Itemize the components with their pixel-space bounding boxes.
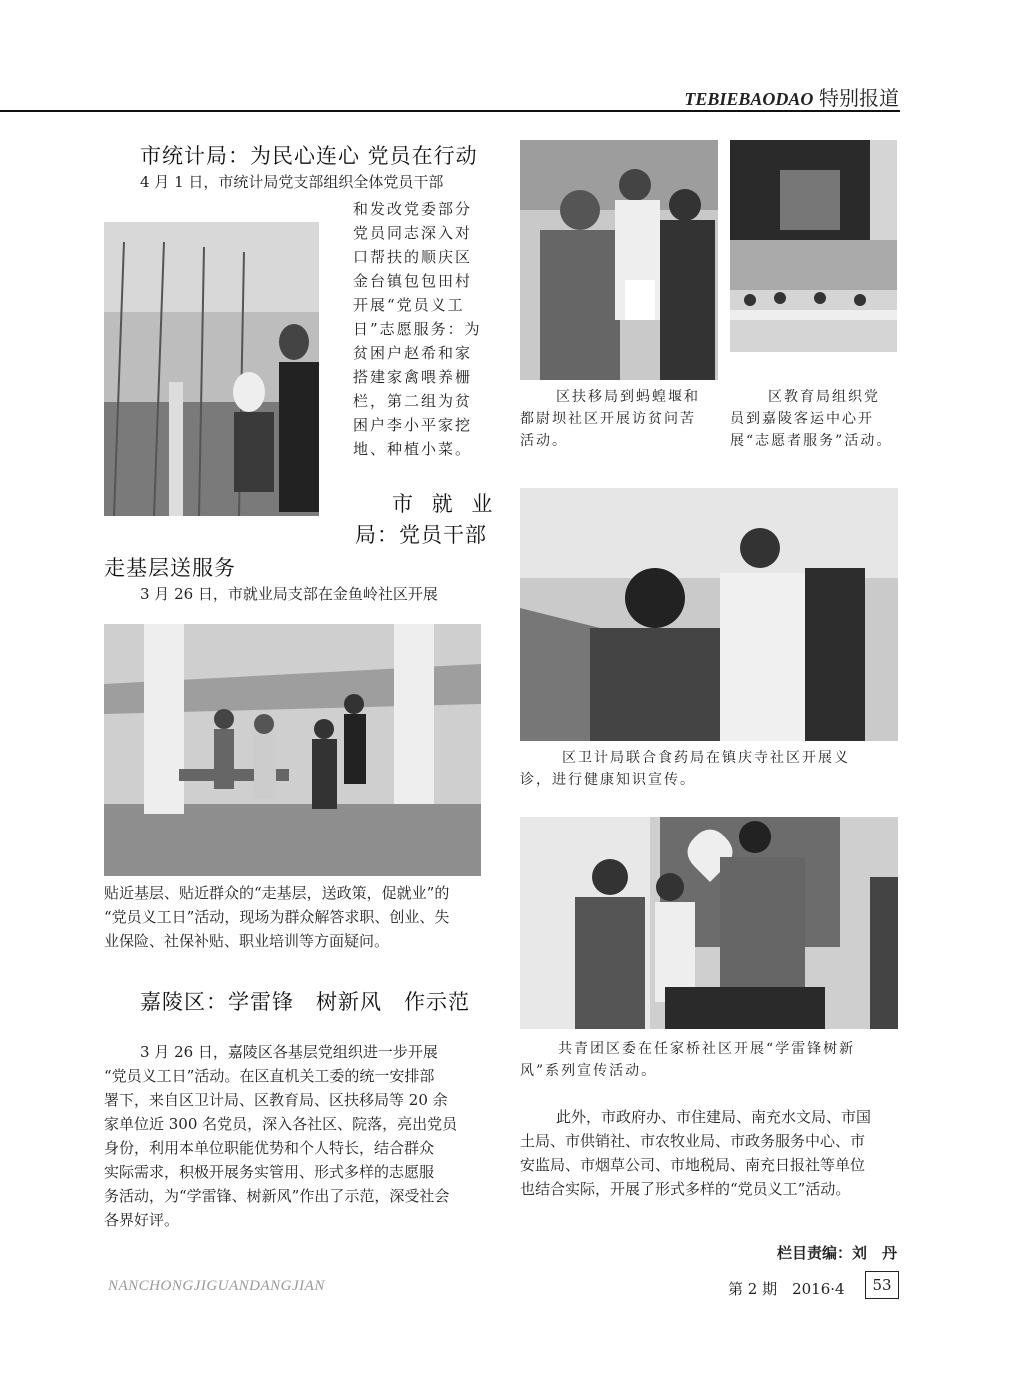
footer-issue: 第 2 期 2016·4 [728,1280,845,1298]
photo-visit-poor [520,140,718,380]
article-3-line: 署下，来自区卫计局、区教育局、区扶移局等 20 余 [104,1091,448,1109]
article-2-line: 3 月 26 日，市就业局支部在金鱼岭社区开展 [140,585,438,603]
article-3-line: 身份，利用本单位职能优势和个人特长，结合群众 [104,1139,435,1157]
footer-journal-name: NANCHONGJIGUANDANGJIAN [108,1278,325,1294]
article-2-body [104,881,494,953]
header-cn: 特别报道 [819,88,899,110]
article-3-line: 各界好评。 [104,1211,180,1229]
caption-2-line: 员到嘉陵客运中心开 [730,411,874,427]
closing-line: 土局、市供销社、市农牧业局、市政务服务中心、市 [520,1132,866,1150]
article-1-line: 搭建家禽喂养栅 [353,368,473,386]
caption-1-line: 都尉坝社区开展访贫问苦 [520,411,696,427]
article-3-title: 嘉陵区：学雷锋 树新风 作示范 [140,990,470,1014]
article-3-line: 3 月 26 日，嘉陵区各基层党组织进一步开展 [140,1043,438,1061]
caption-1 [520,386,718,452]
article-3-line: 务活动，为“学雷锋、树新风”作出了示范，深受社会 [104,1187,450,1205]
article-1-line: 日”志愿服务：为 [353,320,482,338]
closing-line: 此外，市政府办、市住建局、南充水文局、市国 [556,1108,872,1126]
article-1-line: 党员同志深入对 [353,224,473,242]
article-2-title-2: 局：党员干部 [355,523,487,547]
article-2-line: 业保险、社保补贴、职业培训等方面疑问。 [104,932,390,950]
photo-youth-volunteers [520,817,898,1029]
photo-health-clinic [520,488,898,741]
photo-bus-station [730,140,897,352]
caption-3-line: 诊，进行健康知识宣传。 [520,772,696,788]
page-number: 53 [865,1271,899,1299]
article-1-line: 和发改党委部分 [353,200,473,218]
caption-4-line: 风”系列宣传活动。 [520,1063,658,1079]
caption-2-line: 展“志愿者服务”活动。 [730,433,893,449]
caption-2 [730,386,900,452]
article-3-line: “党员义工日”活动。在区直机关工委的统一安排部 [104,1067,435,1085]
header-rule [0,110,900,112]
closing-line: 也结合实际，开展了形式多样的“党员义工”活动。 [520,1180,851,1198]
caption-1-line: 活动。 [520,433,568,449]
article-2-title-1: 市 就 业 [392,492,499,516]
article-2-line: “党员义工日”活动，现场为群众解答求职、创业、失 [104,908,450,926]
article-3-line: 实际需求，积极开展务实管用、形式多样的志愿服 [104,1163,435,1181]
article-1-line: 口帮扶的顺庆区 [353,248,473,266]
caption-4 [520,1038,900,1082]
closing-paragraph [520,1105,902,1201]
caption-3-line: 区卫计局联合食药局在镇庆寺社区开展义 [562,750,850,766]
caption-4-line: 共青团区委在任家桥社区开展“学雷锋树新 [558,1041,856,1057]
closing-line: 安监局、市烟草公司、市地税局、南充日报社等单位 [520,1156,866,1174]
photo-service-booth [104,624,481,876]
article-1-line: 贫困户赵希和家 [353,344,473,362]
article-2-title-3: 走基层送服务 [104,556,236,580]
article-2-line: 贴近基层、贴近群众的“走基层，送政策，促就业”的 [104,884,450,902]
caption-1-line: 区扶移局到蚂蝗堰和 [556,389,700,405]
header-en: TEBIEBAODAO [684,89,814,109]
article-3-body [104,1040,494,1232]
article-3-line: 家单位近 300 名党员，深入各社区、院落，亮出党员 [104,1115,458,1133]
article-1-line: 开展“党员义工 [353,296,465,314]
article-1-line: 栏，第二组为贫 [353,392,473,410]
article-1-line: 金台镇包包田村 [353,272,473,290]
article-1-body [353,197,488,461]
caption-2-line: 区教育局组织党 [768,389,880,405]
caption-3 [520,747,900,791]
article-1-line: 地、种植小菜。 [353,440,473,458]
section-header [684,82,899,111]
article-1-line: 困户李小平家挖 [353,416,473,434]
column-editor: 栏目责编：刘 丹 [776,1244,897,1262]
photo-garden-fence [104,222,319,516]
article-1-line: 4 月 1 日，市统计局党支部组织全体党员干部 [140,173,444,191]
article-1-title: 市统计局：为民心连心 党员在行动 [140,144,478,168]
